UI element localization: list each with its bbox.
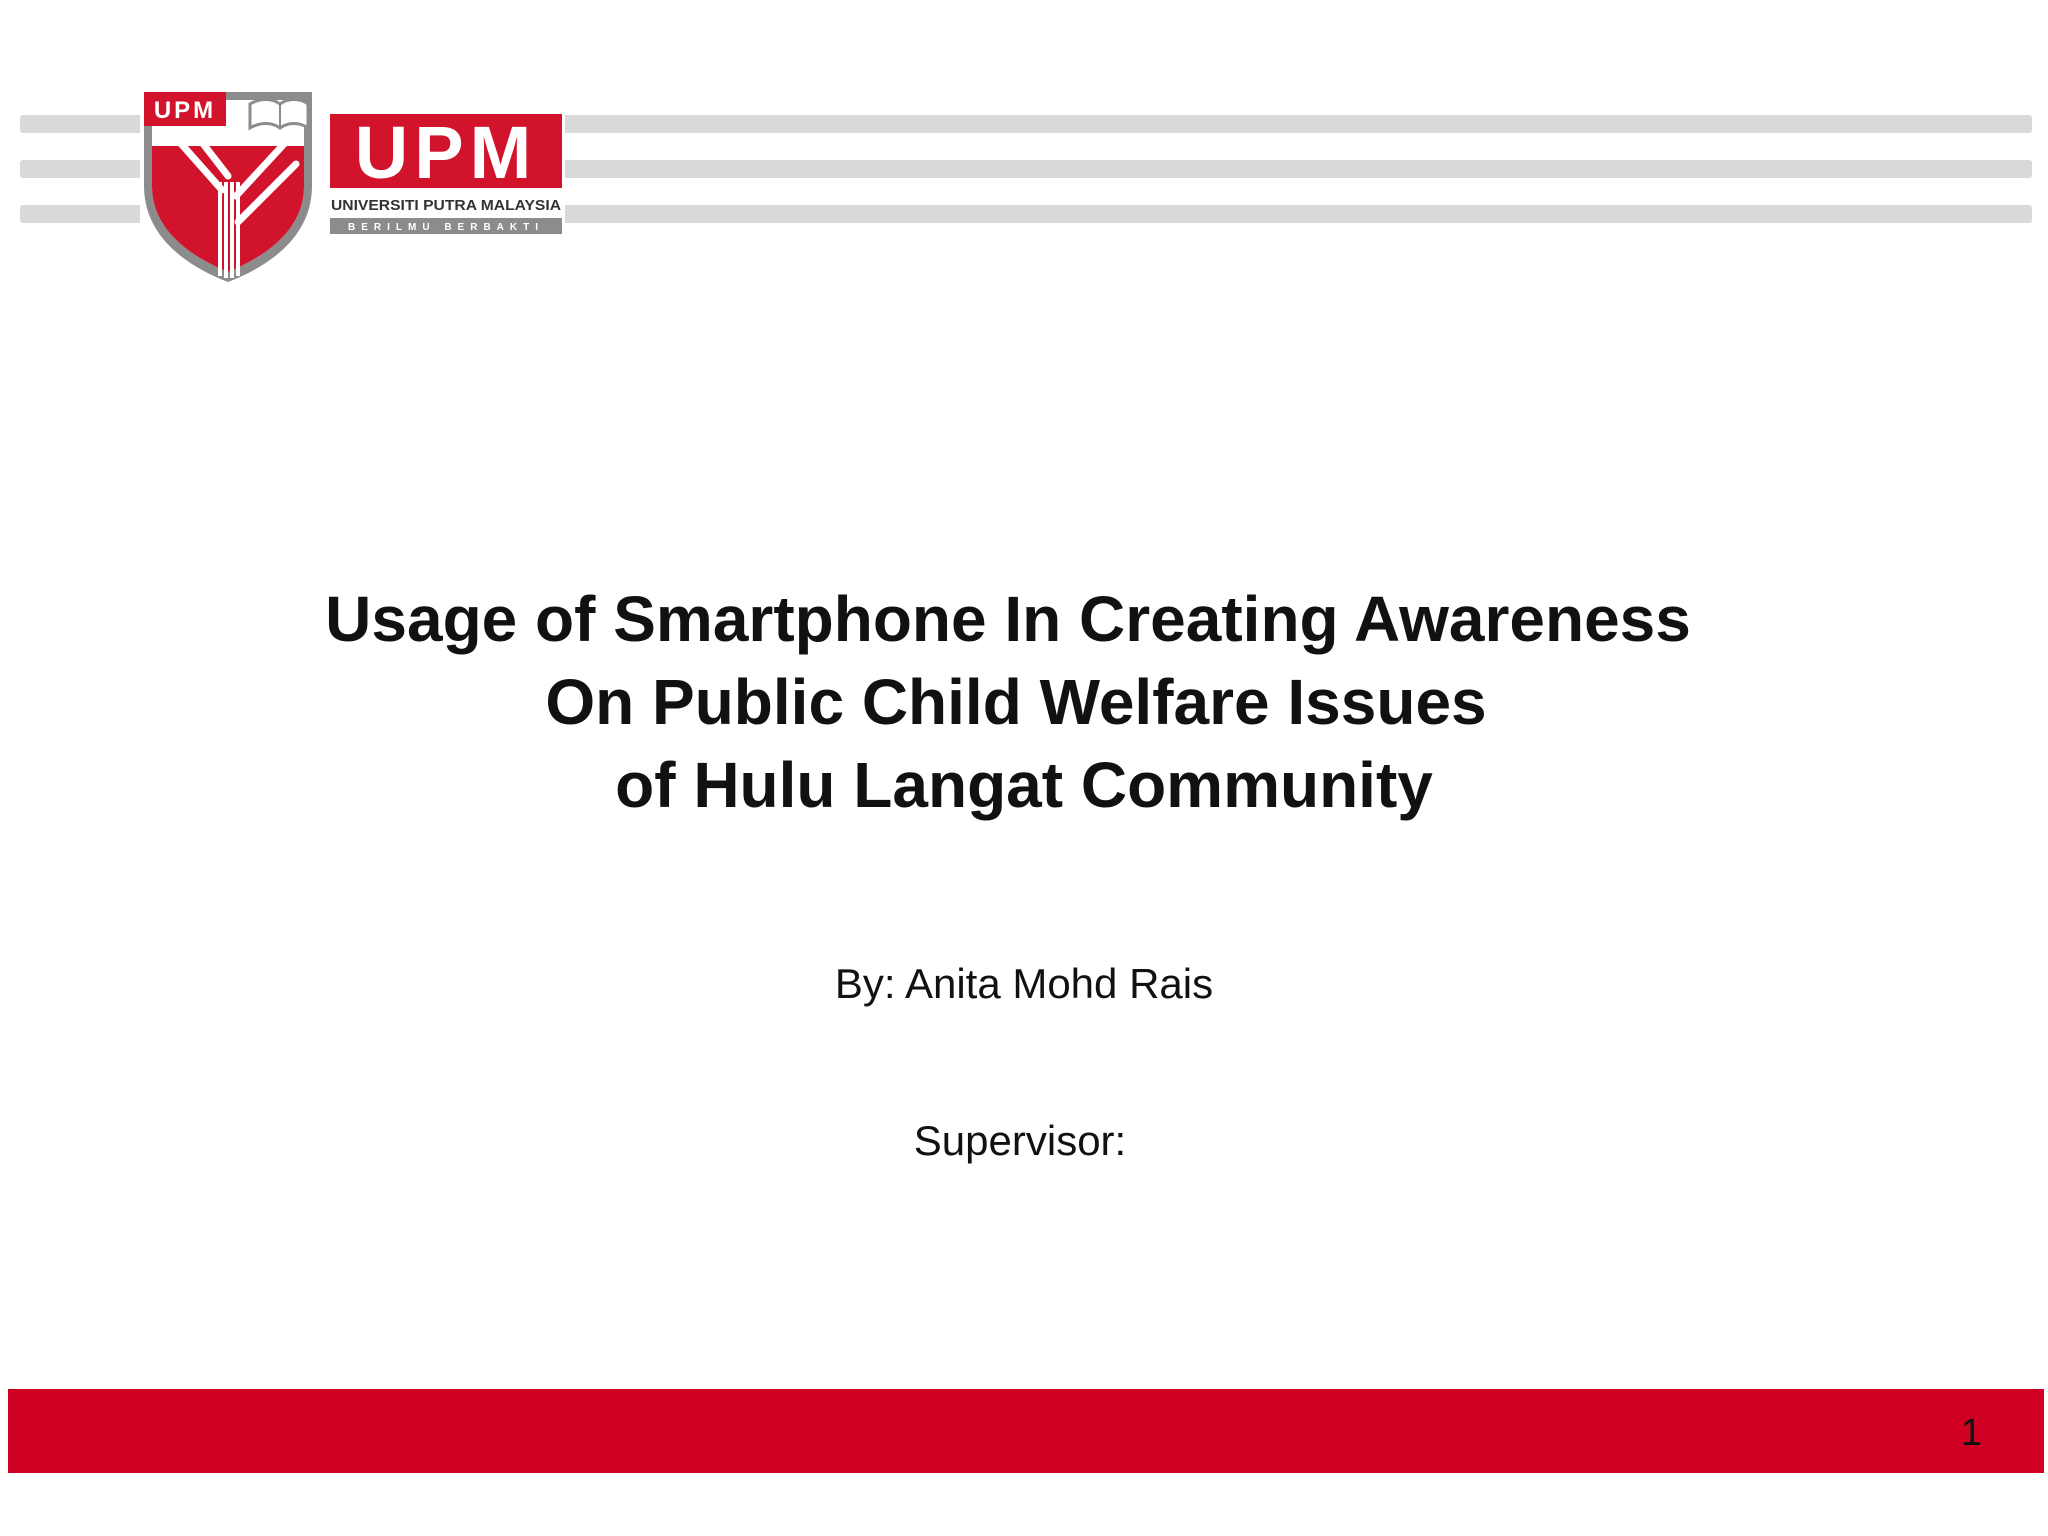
author-byline: By: Anita Mohd Rais [834, 960, 1214, 1007]
slide-title [0, 578, 2048, 827]
university-name: UNIVERSITI PUTRA MALAYSIA [331, 198, 562, 214]
title-line-2: On Public Child Welfare Issues [545, 666, 1487, 738]
page-number: 1 [1960, 1412, 1982, 1454]
title-line-3: of Hulu Langat Community [615, 749, 1433, 821]
footer-bar [8, 1389, 2044, 1473]
shield-badge-text: UPM [153, 97, 217, 124]
university-motto: BERILMU BERBAKTI [348, 222, 544, 233]
upm-logo [138, 86, 568, 286]
title-line-1: Usage of Smartphone In Creating Awareness [325, 583, 1691, 655]
upm-wordmark [330, 111, 562, 234]
upm-shield-icon [144, 92, 312, 282]
supervisor-label: Supervisor: [913, 1117, 1127, 1164]
wordmark-text: UPM [354, 111, 538, 194]
